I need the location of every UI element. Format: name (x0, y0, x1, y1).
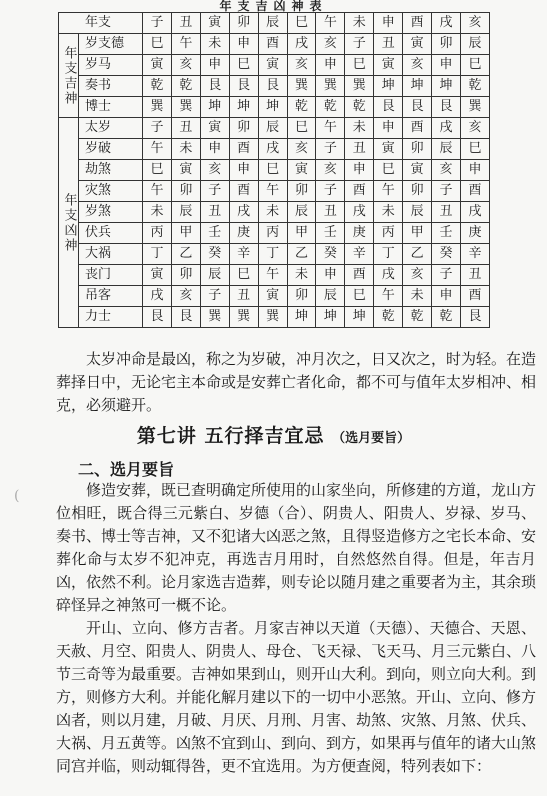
table-cell: 丑 (374, 34, 403, 55)
table-cell: 乾 (374, 307, 403, 328)
table-cell: 乾 (287, 97, 316, 118)
table-cell: 巽 (316, 76, 345, 97)
table-cell: 艮 (200, 76, 229, 97)
table-cell: 未 (258, 202, 287, 223)
table-cell: 寅 (403, 34, 432, 55)
table-cell: 申 (460, 160, 489, 181)
table-row (59, 244, 490, 265)
table-cell: 寅 (258, 286, 287, 307)
row-label: 劫煞 (79, 160, 143, 181)
table-cell: 子 (345, 34, 374, 55)
header-cell: 午 (316, 13, 345, 34)
table-cell: 未 (287, 265, 316, 286)
row-label: 伏兵 (79, 223, 143, 244)
row-label: 博士 (79, 97, 143, 118)
table-cell: 乾 (345, 97, 374, 118)
table-cell: 辰 (460, 34, 489, 55)
table-cell: 丑 (200, 202, 229, 223)
table-cell: 戌 (229, 202, 258, 223)
table-cell: 丙 (258, 223, 287, 244)
table-cell: 巽 (229, 307, 258, 328)
table-cell: 坤 (316, 307, 345, 328)
table-cell: 午 (171, 34, 200, 55)
table-cell: 壬 (432, 223, 461, 244)
table-cell: 寅 (143, 55, 172, 76)
table-cell: 甲 (403, 223, 432, 244)
table-cell: 乙 (403, 244, 432, 265)
header-cell: 申 (374, 13, 403, 34)
row-label: 吊客 (79, 286, 143, 307)
yearly-spirits-table (58, 12, 490, 328)
table-row (59, 202, 490, 223)
header-cell: 戌 (432, 13, 461, 34)
table-cell: 亥 (171, 286, 200, 307)
table-cell: 艮 (374, 97, 403, 118)
table-cell: 壬 (200, 223, 229, 244)
body-paragraphs (56, 479, 536, 778)
lecture-title-main: 第七讲 五行择吉宜忌 (136, 425, 325, 447)
header-cell: 卯 (229, 13, 258, 34)
table-cell: 卯 (403, 181, 432, 202)
header-cell: 丑 (171, 13, 200, 34)
table-cell: 寅 (374, 139, 403, 160)
table-cell: 子 (200, 286, 229, 307)
table-cell: 巳 (143, 160, 172, 181)
table-cell: 坤 (432, 76, 461, 97)
table-cell: 午 (374, 181, 403, 202)
table-cell: 乾 (403, 307, 432, 328)
table-cell: 坤 (374, 76, 403, 97)
margin-mark: ( (14, 488, 20, 504)
section-heading: 二、选月要旨 (78, 460, 175, 479)
table-cell: 乙 (171, 244, 200, 265)
table-cell: 辰 (171, 202, 200, 223)
table-cell: 申 (200, 139, 229, 160)
table-cell: 坤 (345, 307, 374, 328)
table-cell: 庚 (345, 223, 374, 244)
table-cell: 亥 (287, 139, 316, 160)
table-cell: 艮 (143, 307, 172, 328)
lecture-title-sub: （选月要旨） (332, 431, 411, 446)
table-cell: 艮 (403, 97, 432, 118)
table-row (59, 139, 490, 160)
table-cell: 未 (200, 34, 229, 55)
table-cell: 辰 (432, 139, 461, 160)
table-cell: 乙 (287, 244, 316, 265)
table-cell: 巳 (229, 265, 258, 286)
table-cell: 丑 (171, 118, 200, 139)
table-cell: 辰 (403, 202, 432, 223)
table-cell: 子 (432, 265, 461, 286)
lecture-title (0, 424, 547, 451)
table-cell: 庚 (460, 223, 489, 244)
table-cell: 卯 (229, 118, 258, 139)
table-cell: 巳 (460, 139, 489, 160)
table-header-row (59, 13, 490, 34)
table-cell: 艮 (258, 76, 287, 97)
taisui-text: 太岁冲命是最凶，称之为岁破，冲月次之，日又次之，时为轻。在造葬择日中，无论宅主本命或是安葬亡者化命，都不可与值年太岁相冲、相克，必须避开。 (56, 350, 537, 414)
table-cell: 未 (374, 202, 403, 223)
table-cell: 辛 (460, 244, 489, 265)
table-cell: 亥 (403, 55, 432, 76)
table-cell: 未 (171, 139, 200, 160)
table-cell: 丑 (460, 265, 489, 286)
row-label: 奏书 (79, 76, 143, 97)
table-cell: 亥 (403, 265, 432, 286)
table-cell: 癸 (316, 244, 345, 265)
table-cell: 艮 (229, 76, 258, 97)
row-label: 岁破 (79, 139, 143, 160)
header-cell: 未 (345, 13, 374, 34)
table-cell: 戌 (258, 139, 287, 160)
table-cell: 寅 (258, 55, 287, 76)
table-cell: 申 (432, 55, 461, 76)
taisui-paragraph (56, 348, 536, 417)
table-cell: 酉 (258, 34, 287, 55)
table-cell: 辰 (316, 286, 345, 307)
table-row (59, 223, 490, 244)
table-cell: 午 (316, 118, 345, 139)
table-cell: 戌 (287, 34, 316, 55)
table-cell: 酉 (345, 181, 374, 202)
table-cell: 丁 (258, 244, 287, 265)
table-cell: 未 (345, 118, 374, 139)
header-cell: 巳 (287, 13, 316, 34)
table-cell: 酉 (460, 286, 489, 307)
table-cell: 巳 (287, 118, 316, 139)
table-cell: 丑 (229, 286, 258, 307)
table-cell: 巽 (460, 97, 489, 118)
table-cell: 午 (258, 181, 287, 202)
table-cell: 亥 (432, 160, 461, 181)
table-cell: 酉 (229, 139, 258, 160)
table-cell: 戌 (460, 202, 489, 223)
table-cell: 巽 (171, 97, 200, 118)
row-label: 灾煞 (79, 181, 143, 202)
paragraph-1: 修造安葬，既已查明确定所使用的山家坐向，所修建的方道，龙山方位相旺，既合得三元紫白、岁德（合）、阴贵人、阳贵人、岁禄、岁马、奏书、博士等吉神，又不犯诸大凶恶之煞，且得竖造修方之宅长本命、安葬化命与太岁不犯冲克，再选吉月用时，自然悠然自得。但是，年吉月凶，依然不利。论月家选吉造葬，则专论以随月建之重要者为主，其余琐碎怪异之神煞可一概不论。 (56, 481, 537, 614)
table-cell: 巳 (460, 55, 489, 76)
table-cell: 巳 (345, 55, 374, 76)
table-cell: 申 (316, 55, 345, 76)
row-label: 丧门 (79, 265, 143, 286)
table-cell: 卯 (171, 265, 200, 286)
row-label: 大祸 (79, 244, 143, 265)
table-cell: 辛 (229, 244, 258, 265)
table-cell: 丁 (374, 244, 403, 265)
table-cell: 巳 (374, 160, 403, 181)
table-cell: 巽 (345, 76, 374, 97)
table-cell: 酉 (460, 181, 489, 202)
table-cell: 坤 (287, 307, 316, 328)
table-cell: 甲 (287, 223, 316, 244)
table-row (59, 307, 490, 328)
table-row (59, 34, 490, 55)
row-label: 岁煞 (79, 202, 143, 223)
paragraph-2: 开山、立向、修方吉者。月家吉神以天道（天德）、天德合、天恩、天赦、月空、阳贵人、阴贵人、母仓、飞天禄、飞天马、月三元紫白、八节三奇等为最重要。吉神如果到山，则开山大利。到向，则立向大利。到方，则修方大利。并能化解月建以下的一切中小恶煞。开山、立向、修方凶者，则以月建，月破、月厌、月刑、月害、劫煞、灾煞、月煞、伏兵、大祸、月五黄等。凶煞不宜到山、到向、到方，如果再与值年的诸大山煞同宫并临，则动辄得咎，更不宜选用。为方便查阅，特列表如下： (56, 619, 537, 775)
table-cell: 寅 (143, 265, 172, 286)
group-label-ji: 年支吉神 (59, 34, 79, 118)
table-cell: 申 (345, 160, 374, 181)
table-cell: 卯 (287, 181, 316, 202)
table-cell: 亥 (316, 34, 345, 55)
table-row (59, 76, 490, 97)
table-cell: 巳 (258, 160, 287, 181)
header-cell: 亥 (460, 13, 489, 34)
table-title: 年支吉凶神表 (219, 0, 328, 13)
table-cell: 卯 (171, 181, 200, 202)
table-row (59, 118, 490, 139)
table-cell: 午 (143, 139, 172, 160)
table-cell: 巽 (200, 307, 229, 328)
table-cell: 子 (143, 118, 172, 139)
table-cell: 巳 (143, 34, 172, 55)
table-cell: 辰 (258, 118, 287, 139)
header-cell: 子 (143, 13, 172, 34)
table-cell: 巽 (143, 97, 172, 118)
table-cell: 子 (432, 181, 461, 202)
table-cell: 午 (143, 181, 172, 202)
table-cell: 辰 (200, 265, 229, 286)
table-cell: 寅 (171, 160, 200, 181)
table-cell: 卯 (287, 286, 316, 307)
table-cell: 丙 (143, 223, 172, 244)
table-cell: 艮 (432, 97, 461, 118)
table-cell: 酉 (403, 118, 432, 139)
table-cell: 丑 (316, 202, 345, 223)
table-cell: 戌 (374, 265, 403, 286)
table-row (59, 55, 490, 76)
table-cell: 丙 (374, 223, 403, 244)
table-cell: 辛 (345, 244, 374, 265)
table-cell: 乾 (171, 76, 200, 97)
table-cell: 艮 (171, 307, 200, 328)
header-cell: 寅 (200, 13, 229, 34)
table-row (59, 265, 490, 286)
table-cell: 亥 (200, 160, 229, 181)
table-cell: 坤 (403, 76, 432, 97)
table-cell: 丁 (143, 244, 172, 265)
table-cell: 甲 (171, 223, 200, 244)
table-row (59, 160, 490, 181)
table-cell: 卯 (432, 34, 461, 55)
table-cell: 戌 (143, 286, 172, 307)
header-cell: 酉 (403, 13, 432, 34)
table-cell: 寅 (374, 55, 403, 76)
table-cell: 卯 (403, 139, 432, 160)
row-label: 岁马 (79, 55, 143, 76)
header-label: 年支 (59, 13, 143, 34)
table-cell: 坤 (200, 97, 229, 118)
table-cell: 申 (229, 34, 258, 55)
table-cell: 丑 (432, 202, 461, 223)
table-cell: 亥 (460, 118, 489, 139)
table-cell: 乾 (460, 76, 489, 97)
table-cell: 子 (200, 181, 229, 202)
table-cell: 申 (374, 118, 403, 139)
table-cell: 癸 (200, 244, 229, 265)
row-label: 太岁 (79, 118, 143, 139)
table-row (59, 97, 490, 118)
table-cell: 寅 (287, 160, 316, 181)
table-row (59, 181, 490, 202)
table-cell: 辰 (287, 202, 316, 223)
table-cell: 壬 (316, 223, 345, 244)
table-cell: 戌 (345, 202, 374, 223)
group-label-xiong: 年支凶神 (59, 118, 79, 328)
table-cell: 申 (316, 265, 345, 286)
row-label: 力士 (79, 307, 143, 328)
table-cell: 巳 (229, 55, 258, 76)
table-cell: 庚 (229, 223, 258, 244)
table-cell: 亥 (171, 55, 200, 76)
table-cell: 申 (229, 160, 258, 181)
table-cell: 乾 (143, 76, 172, 97)
table-cell: 未 (143, 202, 172, 223)
table-cell: 巳 (345, 286, 374, 307)
table-cell: 坤 (258, 97, 287, 118)
table-cell: 午 (374, 286, 403, 307)
table-cell: 丑 (345, 139, 374, 160)
table-cell: 乾 (316, 97, 345, 118)
table-cell: 亥 (287, 55, 316, 76)
table-cell: 未 (403, 286, 432, 307)
table-cell: 子 (316, 139, 345, 160)
table-cell: 乾 (432, 307, 461, 328)
table-cell: 巽 (287, 76, 316, 97)
header-cell: 辰 (258, 13, 287, 34)
table-cell: 酉 (345, 265, 374, 286)
table-cell: 酉 (229, 181, 258, 202)
table-cell: 戌 (432, 118, 461, 139)
table-cell: 寅 (200, 118, 229, 139)
table-cell: 子 (316, 181, 345, 202)
table-cell: 寅 (403, 160, 432, 181)
table-cell: 坤 (229, 97, 258, 118)
table-cell: 艮 (460, 307, 489, 328)
table-cell: 巽 (258, 307, 287, 328)
table-cell: 申 (432, 286, 461, 307)
table-cell: 癸 (432, 244, 461, 265)
table-cell: 午 (258, 265, 287, 286)
table-row (59, 286, 490, 307)
row-label: 岁支德 (79, 34, 143, 55)
table-cell: 申 (200, 55, 229, 76)
table-cell: 亥 (316, 160, 345, 181)
